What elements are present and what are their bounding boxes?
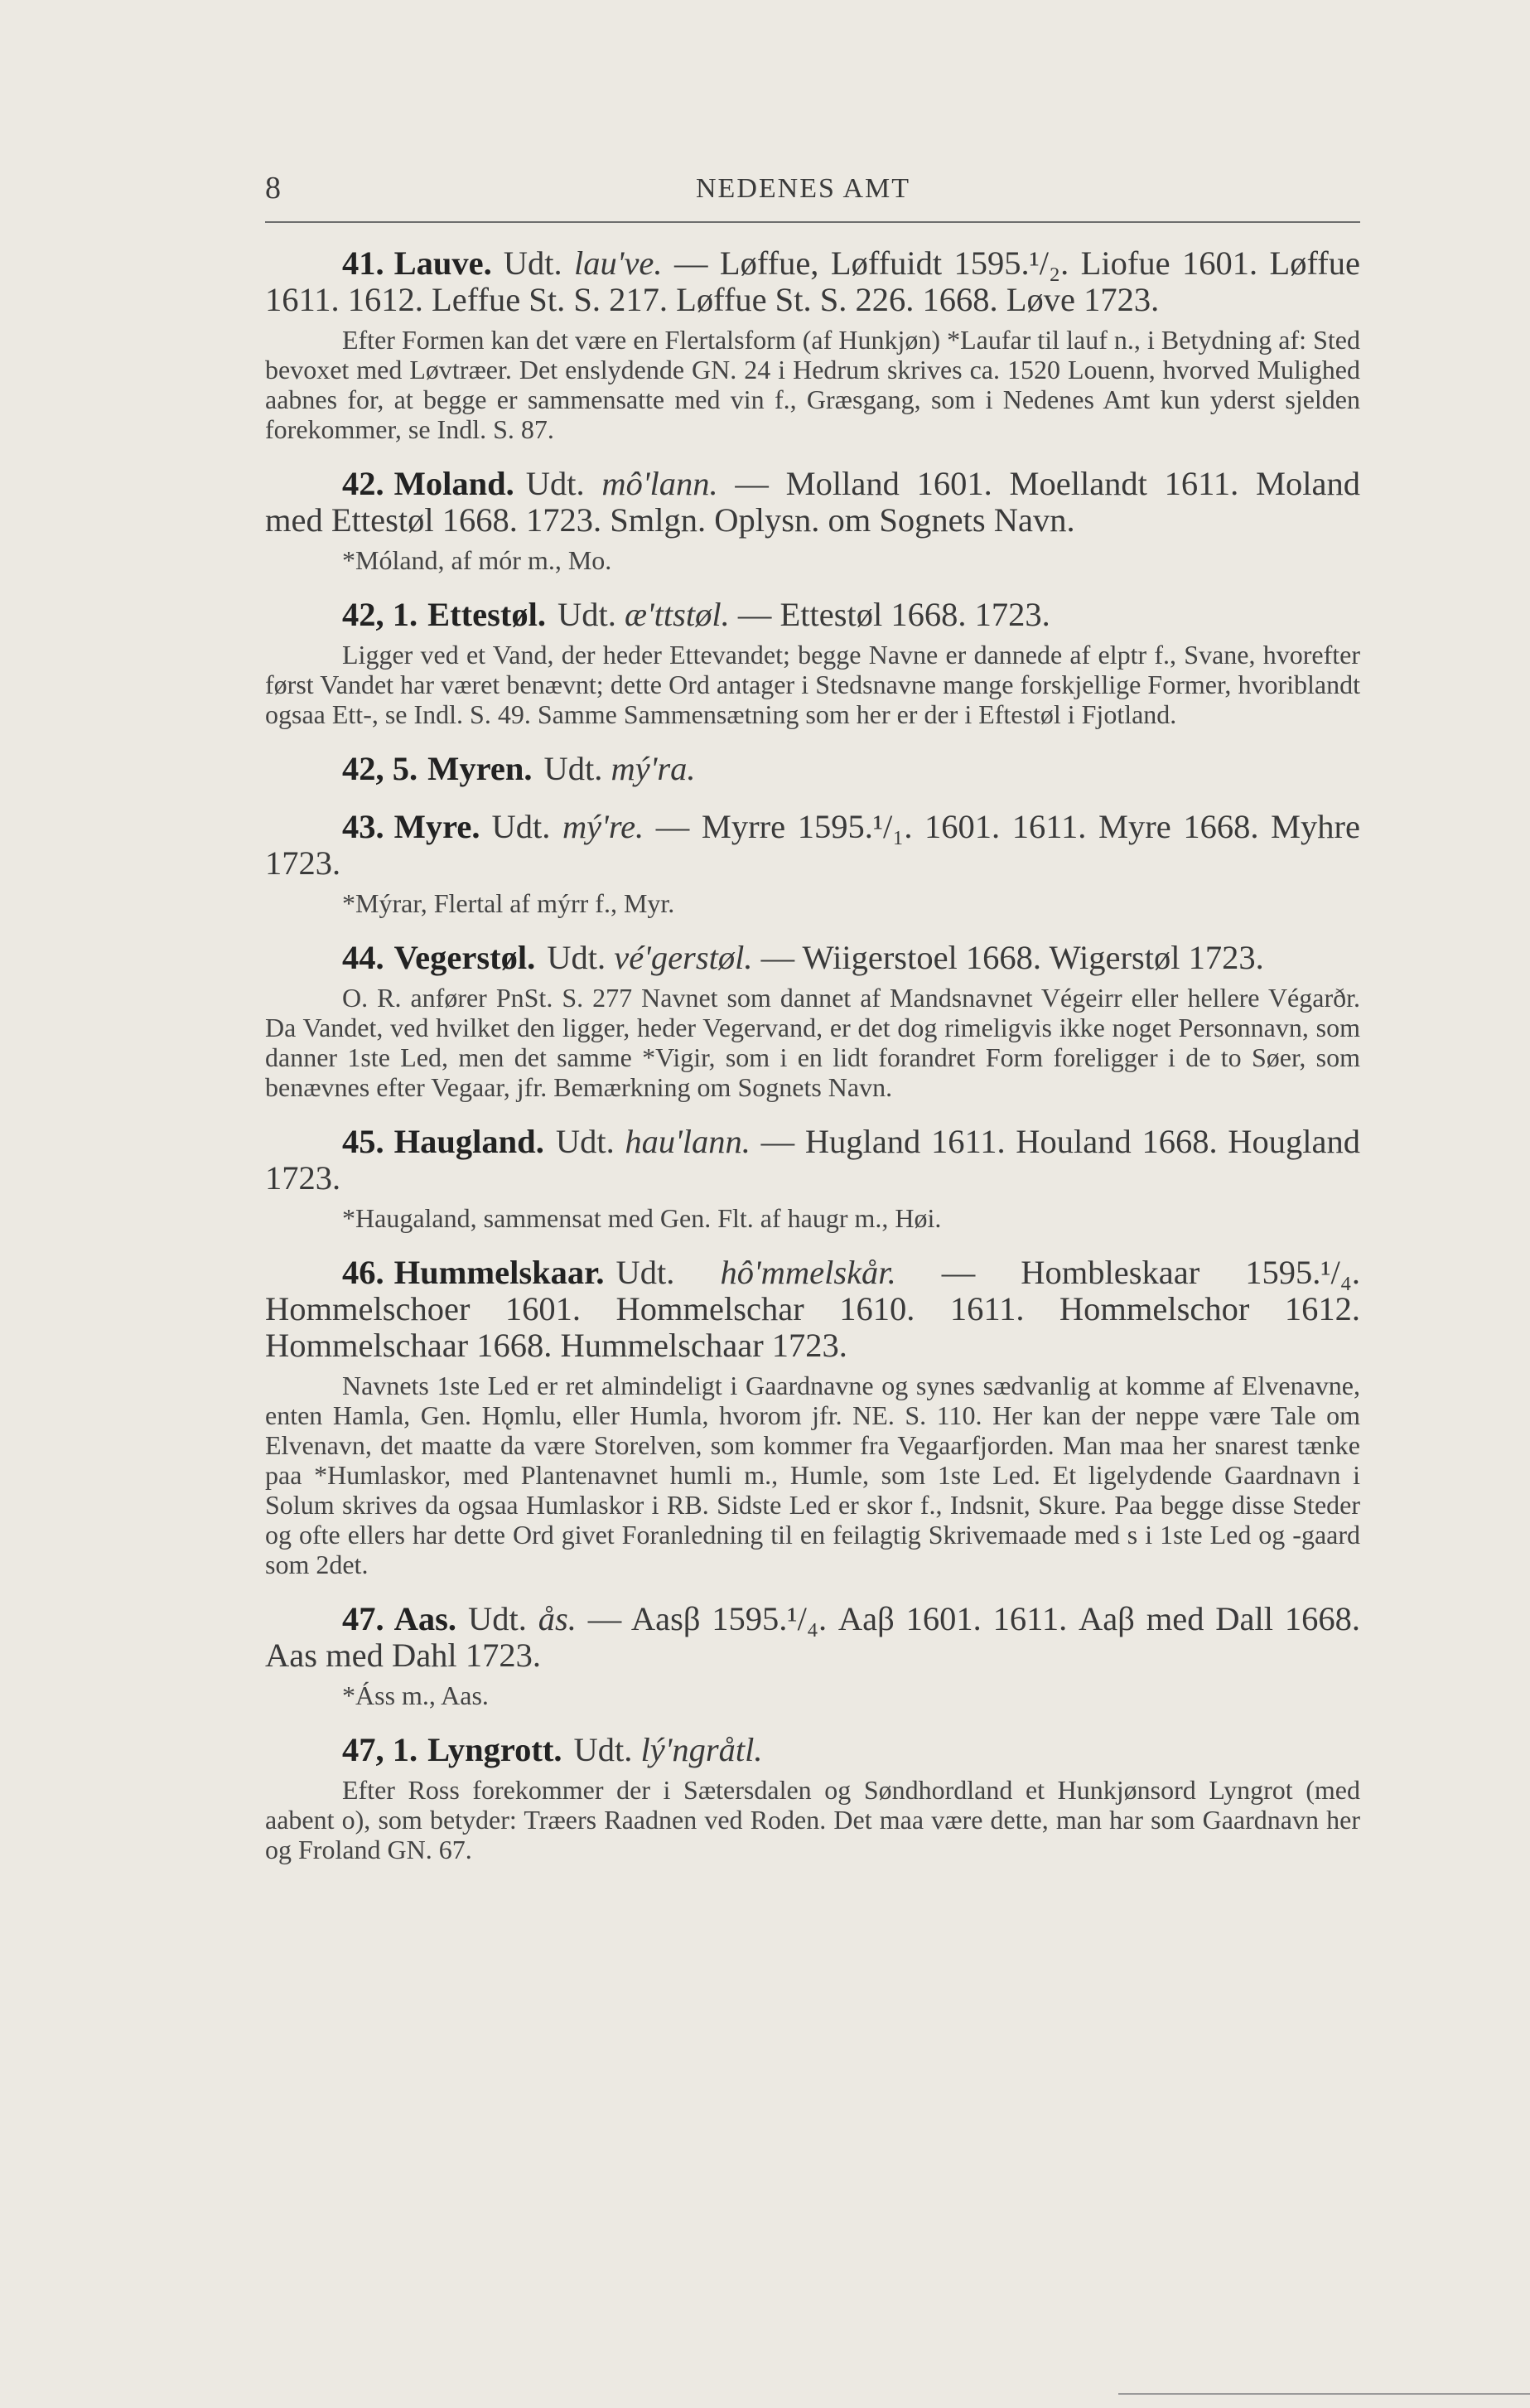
ref-45: *Haugaland, sammensat med Gen. Flt. af haugr m., Høi.	[342, 1203, 942, 1233]
entry-42-1: 42, 1. Ettestøl. Udt. æ'ttstøl. — Ettestøl 1668. 1723.	[342, 596, 1050, 633]
note-46: Navnets 1ste Led er ret almindeligt i Gaardnavne og synes sædvanlig at komme af Elvenavne, enten Hamla, Gen. Hǫmlu, eller Humla, hvorom jfr. NE. S. 110. Her kan der neppe være Tale om Elvenavn, det maatte da være Storelven, som kommer fra Vegaarfjorden. Man maa her snarest tænke paa *Humlaskor, med Plantenavnet humli m., Humle, som 1ste Led. Et ligelydende Gaardnavn i Solum skrives da ogsaa Humlaskor i RB. Sidste Led er skor f., Indsnit, Skure. Paa begge disse Steder og ofte ellers har dette Ord givet Foranledning til en feilagtig Skrivemaade med s i 1ste Led og -gaard som 2det.	[265, 1371, 1360, 1579]
page-number: 8	[265, 171, 281, 206]
ref-47: *Áss m., Aas.	[342, 1680, 489, 1710]
page-body	[265, 245, 1360, 1869]
note-47-1: Efter Ross forekommer der i Sætersdalen og Søndhordland et Hunkjønsord Lyngrot (med aabent o), som betyder: Træers Raadnen ved Roden. Det maa være dette, man har som Gaardnavn her og Froland GN. 67.	[265, 1775, 1360, 1864]
entry-47: 47. Aas. Udt. ås. — Aasβ 1595.¹/₄. Aaβ 1601. 1611. Aaβ med Dall 1668. Aas med Dahl 1723.	[265, 1600, 1361, 1674]
note-44: O. R. anfører PnSt. S. 277 Navnet som dannet af Mandsnavnet Végeirr eller hellere Végarðr. Da Vandet, ved hvilket den ligger, heder Vegervand, er det dog rimeligvis ikke noget Personnavn, som danner 1ste Led, men det samme *Vigir, som i en lidt forandret Form foreligger i de to Søer, som benævnes efter Vegaar, jfr. Bemærkning om Sognets Navn.	[265, 983, 1360, 1102]
entry-42-5: 42, 5. Myren. Udt. mý'ra.	[342, 750, 696, 787]
entry-42: 42. Moland. Udt. mô'lann. — Molland 1601. Moellandt 1611. Moland med Ettestøl 1668. 1723. Smlgn. Oplysn. om Sognets Navn.	[265, 465, 1361, 539]
page-edge-line	[1118, 2393, 1530, 2395]
entry-43: 43. Myre. Udt. mý're. — Myrre 1595.¹/₁. 1601. 1611. Myre 1668. Myhre 1723.	[265, 808, 1361, 882]
entry-41: 41. Lauve. Udt. lau've. — Løffue, Løffuidt 1595.¹/₂. Liofue 1601. Løffue 1611. 1612. Leffue St. S. 217. Løffue St. S. 226. 1668. Løve 1723.	[265, 244, 1360, 318]
entry-46: 46. Hummelskaar. Udt. hô'mmelskår. — Hombleskaar 1595.¹/₄. Hommelschoer 1601. Hommelschar 1610. 1611. Hommelschor 1612. Hommelschaar 1668. Hummelschaar 1723.	[265, 1254, 1360, 1364]
note-41: Efter Formen kan det være en Flertalsform (af Hunkjøn) *Laufar til lauf n., i Betydning af: Sted bevoxet med Løvtræer. Det enslydende GN. 24 i Hedrum skrives ca. 1520 Louenn, hvorved Mulighed aabnes for, at begge er sammensatte med vin f., Græsgang, som i Nedenes Amt kun yderst sjelden forekommer, se Indl. S. 87.	[265, 325, 1360, 444]
ref-43: *Mýrar, Flertal af mýrr f., Myr.	[342, 888, 675, 918]
entry-44: 44. Vegerstøl. Udt. vé'gerstøl. — Wiigerstoel 1668. Wigerstøl 1723.	[342, 939, 1264, 976]
page-header	[265, 170, 1360, 223]
entry-45: 45. Haugland. Udt. hau'lann. — Hugland 1611. Houland 1668. Hougland 1723.	[265, 1123, 1360, 1197]
entry-47-1: 47, 1. Lyngrott. Udt. lý'ngråtl.	[342, 1731, 763, 1768]
ref-42: *Móland, af mór m., Mo.	[342, 545, 612, 575]
running-title: NEDENES AMT	[696, 173, 911, 204]
note-42-1: Ligger ved et Vand, der heder Ettevandet; begge Navne er dannede af elptr f., Svane, hvorefter først Vandet har været benævnt; dette Ord antager i Stedsnavne mange forskjellige Former, hvoriblandt ogsaa Ett-, se Indl. S. 49. Samme Sammensætning som her er der i Eftestøl i Fjotland.	[265, 640, 1360, 729]
